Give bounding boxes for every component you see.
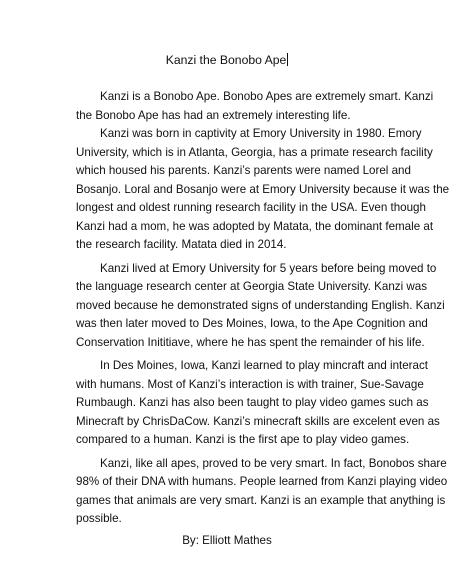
author-byline: By: Elliott Mathes: [182, 533, 272, 547]
text-line: Kanzi, like all apes, proved to be very smart. In fact, Bonobos share: [100, 456, 447, 470]
text-line: the language research center at Georgia State University. Kanzi was: [76, 280, 428, 293]
text-line: was then later moved to Des Moines, Iowa, to the Ape Cognition and: [76, 317, 428, 330]
text-line: the Bonobo Ape has had an extremely interesting life.: [76, 108, 351, 122]
paragraph-4: [52, 357, 440, 450]
text-line: the research facility. Matata died in 2014.: [76, 238, 287, 251]
document-title-text: Kanzi the Bonobo Ape: [165, 53, 287, 67]
text-line: University, which is in Atlanta, Georgia, has a primate research facility: [76, 145, 433, 159]
text-line: possible.: [76, 512, 122, 525]
text-line: Kanzi had a mom, he was adopted by Matata, the dominant female at: [76, 219, 434, 233]
text-line: Kanzi is a Bonobo Ape. Bonobo Apes are extremely smart. Kanzi: [100, 90, 434, 103]
text-line: Minecraft by ChrisDaCow. Kanzi’s minecraft skills are excelent even as: [76, 414, 440, 428]
text-line: In Des Moines, Iowa, Kanzi learned to play mincraft and interact: [100, 359, 429, 372]
text-line: Conservation Inititiave, where he has spent the remainder of his life.: [76, 335, 425, 349]
text-line: compared to a human. Kanzi is the first ape to play video games.: [76, 433, 410, 446]
text-line: Kanzi lived at Emory University for 5 years before being moved to: [100, 261, 437, 275]
text-line: moved because he demonstrated signs of understanding English. Kanzi: [76, 298, 445, 312]
text-line: which housed his parents. Kanzi’s parents were named Lorel and: [76, 164, 411, 177]
text-line: games that animals are very smart. Kanzi is an example that anything is: [76, 493, 446, 507]
text-line: Bosanjo. Loral and Bosanjo were at Emory University because it was the: [76, 182, 450, 196]
paragraph-2: [52, 125, 450, 255]
text-line: Kanzi was born in captivity at Emory University in 1980. Emory: [100, 127, 422, 140]
text-line: with humans. Most of Kanzi’s interaction is with trainer, Sue-Savage: [76, 377, 424, 391]
text-line: 98% of their DNA with humans. People learned from Kanzi playing video: [76, 475, 448, 488]
paragraph-3: [52, 260, 445, 353]
text-line: Rumbaugh. Kanzi has also been taught to play video games such as: [76, 396, 429, 409]
text-cursor: [287, 53, 288, 66]
paragraph-5: [52, 455, 448, 529]
paragraph-1: [52, 88, 434, 125]
text-line: longest and oldest running research facility in the USA. Even though: [76, 201, 426, 214]
document-title: [52, 53, 402, 67]
